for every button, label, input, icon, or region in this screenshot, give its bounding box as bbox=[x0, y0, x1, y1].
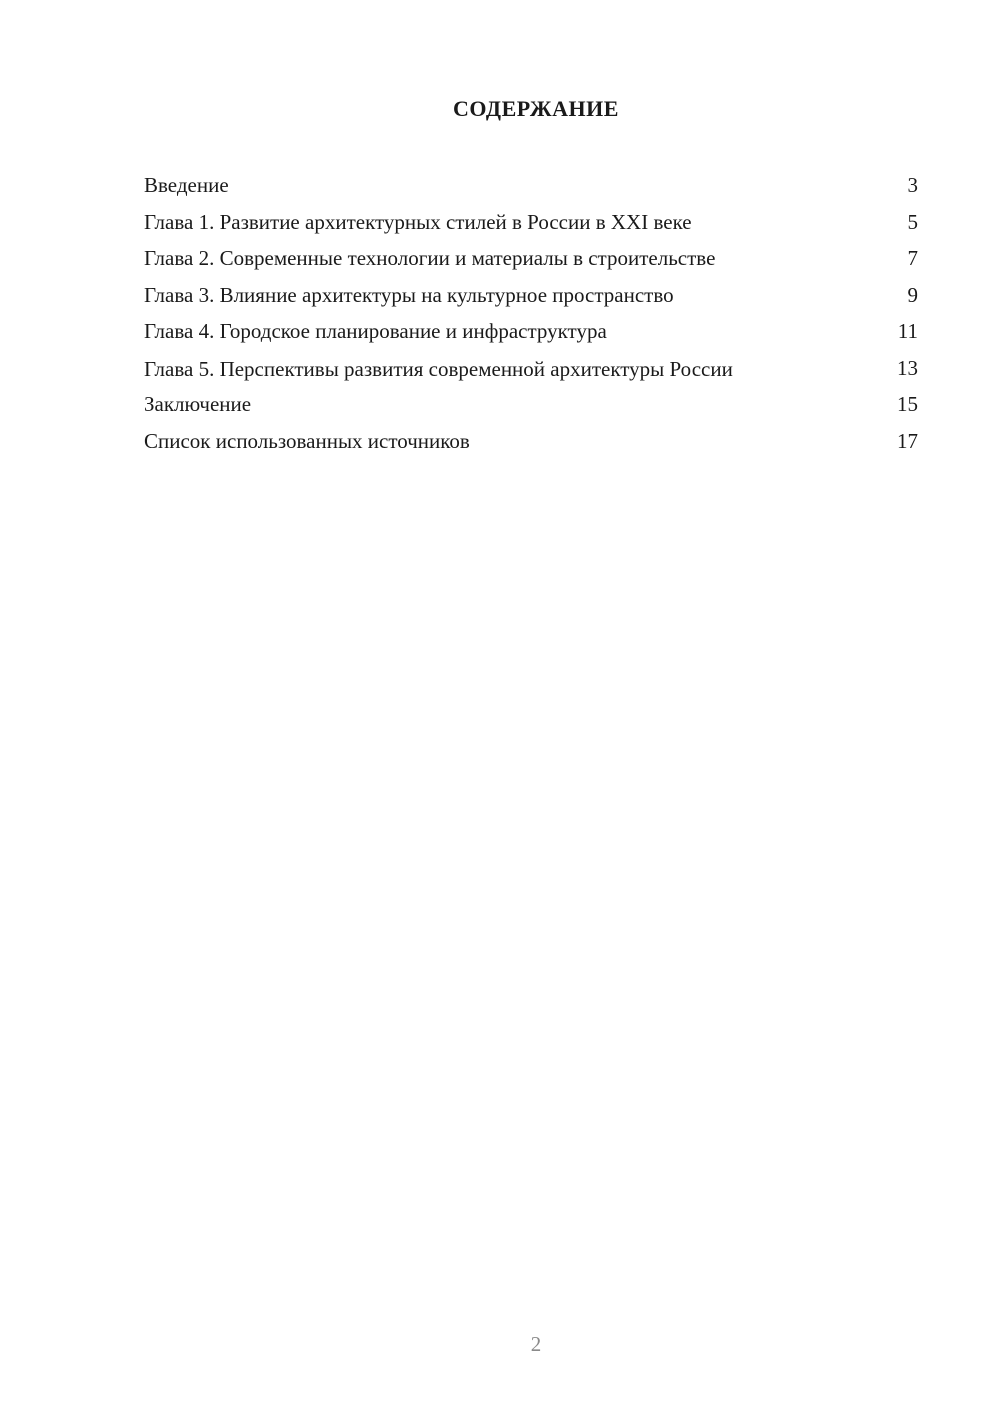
toc-entry-introduction[interactable] bbox=[144, 170, 918, 200]
toc-entry-label: Глава 2. Современные технологии и материалы в строительстве bbox=[144, 246, 716, 270]
toc-entry-page: 5 bbox=[907, 209, 918, 234]
toc-entry-label: Заключение bbox=[144, 392, 252, 416]
toc-title: СОДЕРЖАНИЕ bbox=[453, 96, 619, 121]
toc-entry-references[interactable] bbox=[144, 426, 918, 456]
toc-entry-label: Введение bbox=[144, 173, 229, 197]
toc-entry-page: 9 bbox=[907, 282, 918, 307]
toc-entry-page: 11 bbox=[897, 319, 918, 343]
toc-entry-chapter-5[interactable] bbox=[144, 353, 918, 383]
toc-entry-chapter-3[interactable] bbox=[144, 280, 918, 310]
toc-entry-page: 3 bbox=[907, 173, 918, 197]
toc-entry-label: Список использованных источников bbox=[144, 428, 470, 453]
toc-entry-label: Глава 4. Городское планирование и инфраструктура bbox=[144, 319, 607, 343]
toc-entry-chapter-4[interactable] bbox=[144, 316, 918, 346]
toc-entry-page: 7 bbox=[907, 246, 918, 270]
toc-entry-page: 17 bbox=[897, 428, 918, 453]
table-of-contents bbox=[144, 170, 918, 462]
toc-entry-page: 13 bbox=[897, 355, 918, 380]
toc-entry-label: Глава 3. Влияние архитектуры на культурное пространство bbox=[144, 282, 674, 307]
toc-entry-label: Глава 5. Перспективы развития современной архитектуры России bbox=[144, 356, 733, 381]
toc-entry-chapter-1[interactable] bbox=[144, 207, 918, 237]
toc-entry-chapter-2[interactable] bbox=[144, 243, 918, 273]
toc-entry-page: 15 bbox=[897, 392, 918, 416]
toc-entry-label: Глава 1. Развитие архитектурных стилей в России в XXI веке bbox=[144, 209, 692, 234]
toc-entry-conclusion[interactable] bbox=[144, 389, 918, 419]
page-number: 2 bbox=[530, 1332, 542, 1356]
